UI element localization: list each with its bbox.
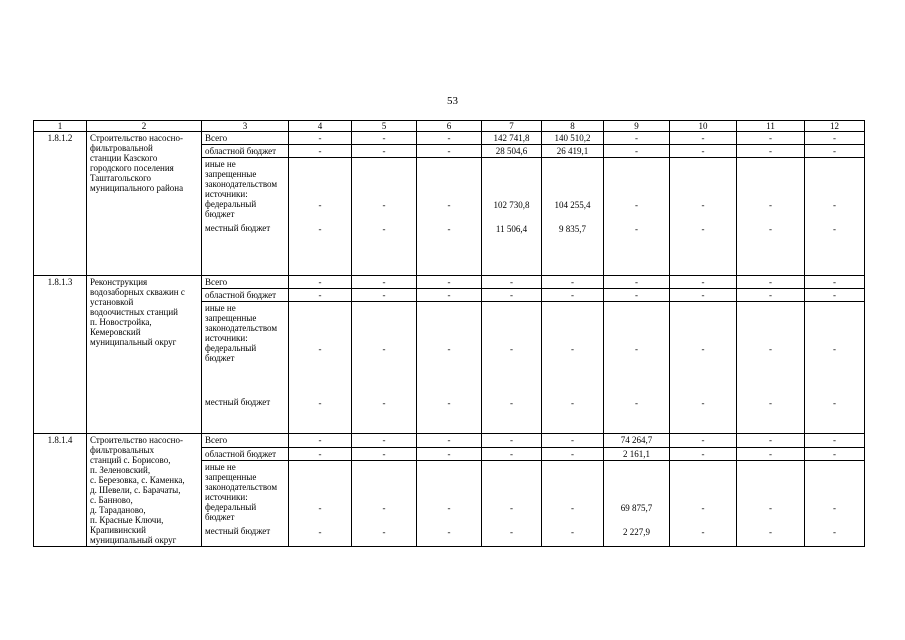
value-cell-total: - (482, 434, 542, 448)
value-cell-other (542, 461, 604, 547)
row-name-line: станций с. Борисово, (90, 455, 171, 465)
row-name-line: п. Красные Ключи, (90, 515, 164, 525)
row-name (87, 132, 202, 276)
row-name-line: муниципальный округ (90, 337, 177, 347)
value-cell-total: - (417, 132, 482, 145)
local-value: - (447, 398, 451, 408)
local-value: - (833, 527, 836, 537)
federal-value: - (769, 344, 772, 354)
header-cell: 6 (417, 121, 482, 132)
value-cell-total: - (289, 276, 352, 289)
value-cell-other (737, 461, 805, 547)
federal-label-line: бюджет (205, 209, 235, 219)
federal-value: 104 255,4 (554, 200, 591, 210)
value-cell-regional: - (352, 447, 417, 461)
row-name-line: с. Банново, (90, 495, 133, 505)
local-value: - (382, 398, 386, 408)
value-cell-total: - (352, 132, 417, 145)
local-value: - (318, 224, 322, 234)
source-label-total: Всего (202, 132, 289, 145)
row-name-line: п. Новостройка, (90, 317, 152, 327)
value-cell-total: 142 741,8 (482, 132, 542, 145)
header-cell: 11 (737, 121, 805, 132)
value-cell-regional: - (352, 289, 417, 302)
value-cell-other (604, 158, 670, 276)
local-value: 9 835,7 (559, 224, 586, 234)
row-code (34, 434, 87, 547)
federal-value: - (318, 503, 322, 513)
value-cell-total: - (482, 276, 542, 289)
row-name-line: фильтровальных (90, 445, 155, 455)
header-cell: 7 (482, 121, 542, 132)
local-value: - (701, 398, 705, 408)
value-cell-total: - (542, 276, 604, 289)
value-cell-other (670, 461, 737, 547)
source-label-regional: областной бюджет (202, 447, 289, 461)
value-cell-total: - (670, 132, 737, 145)
value-cell-other (604, 302, 670, 434)
value-cell-other (482, 461, 542, 547)
value-cell-total: - (805, 434, 865, 448)
value-cell-total: - (289, 434, 352, 448)
value-cell-regional: - (482, 289, 542, 302)
federal-label-line: федеральный (205, 502, 257, 512)
federal-value: - (769, 200, 772, 210)
value-cell-regional: - (352, 145, 417, 158)
row-name-line: муниципальный округ (90, 535, 177, 545)
row-code-text: 1.8.1.3 (47, 277, 73, 287)
value-cell-total: 140 510,2 (542, 132, 604, 145)
federal-value: - (510, 503, 513, 513)
row-name-line: водоочистных станций (90, 307, 178, 317)
other-sources-line: законодательством (205, 323, 278, 333)
local-value: 11 506,4 (495, 224, 528, 234)
local-value: 2 227,9 (623, 527, 650, 537)
value-cell-other (805, 158, 865, 276)
value-cell-total: - (737, 276, 805, 289)
value-cell-other (352, 302, 417, 434)
row-name-line: Строительство насосно- (90, 435, 183, 445)
federal-value: - (571, 344, 574, 354)
value-cell-regional: - (482, 447, 542, 461)
local-value: - (635, 398, 638, 408)
value-cell-other (289, 158, 352, 276)
federal-value: - (318, 200, 322, 210)
federal-value: - (769, 503, 772, 513)
value-cell-other (737, 158, 805, 276)
header-cell: 5 (352, 121, 417, 132)
local-value: - (701, 224, 705, 234)
value-cell-regional: 28 504,6 (482, 145, 542, 158)
other-sources-line: источники: (205, 333, 248, 343)
local-value: - (769, 224, 772, 234)
header-cell: 10 (670, 121, 737, 132)
federal-value: - (635, 200, 638, 210)
row-name-line: станции Казского (90, 153, 158, 163)
value-cell-regional: - (542, 289, 604, 302)
federal-value: - (833, 344, 836, 354)
value-cell-other (417, 461, 482, 547)
federal-label-line: бюджет (205, 353, 235, 363)
value-cell-regional: - (289, 289, 352, 302)
federal-value: - (571, 503, 574, 513)
source-label-regional: областной бюджет (202, 145, 289, 158)
value-cell-regional: 26 419,1 (542, 145, 604, 158)
local-value: - (833, 224, 836, 234)
federal-label-line: бюджет (205, 512, 235, 522)
local-budget-label: местный бюджет (205, 526, 271, 536)
other-sources-line: запрещенные (205, 472, 257, 482)
local-value: - (769, 527, 772, 537)
row-name-line: установкой (90, 297, 134, 307)
value-cell-total: - (417, 434, 482, 448)
header-cell: 8 (542, 121, 604, 132)
federal-value: 102 730,8 (493, 200, 530, 210)
value-cell-other (352, 158, 417, 276)
value-cell-total: - (737, 434, 805, 448)
local-budget-label: местный бюджет (205, 397, 271, 407)
row-name-line: городского поселения (90, 163, 174, 173)
value-cell-regional: - (417, 447, 482, 461)
other-sources-line: источники: (205, 189, 248, 199)
value-cell-other (805, 302, 865, 434)
value-cell-regional: - (737, 289, 805, 302)
value-cell-other (670, 158, 737, 276)
value-cell-other (289, 302, 352, 434)
value-cell-total: - (352, 276, 417, 289)
value-cell-regional: - (604, 289, 670, 302)
local-value: - (769, 398, 772, 408)
local-value: - (318, 398, 322, 408)
local-value: - (510, 527, 513, 537)
row-code-text: 1.8.1.2 (47, 133, 73, 143)
source-label-other (202, 158, 289, 276)
value-cell-total: - (604, 132, 670, 145)
value-cell-regional: - (417, 145, 482, 158)
other-sources-line: иные не (205, 462, 236, 472)
row-name-line: Таштагольского (90, 173, 152, 183)
header-cell: 12 (805, 121, 865, 132)
row-code-text: 1.8.1.4 (47, 435, 73, 445)
value-cell-regional: 2 161,1 (604, 447, 670, 461)
value-cell-total: - (805, 132, 865, 145)
row-name-line: п. Зеленовский, (90, 465, 151, 475)
financing-table (33, 120, 865, 547)
value-cell-regional: - (417, 289, 482, 302)
row-name-line: фильтровальной (90, 143, 153, 153)
federal-value: - (833, 503, 836, 513)
federal-value: - (447, 200, 451, 210)
federal-value: - (318, 344, 322, 354)
value-cell-other (417, 158, 482, 276)
federal-value: - (447, 344, 451, 354)
local-budget-label: местный бюджет (205, 223, 271, 233)
value-cell-regional: - (670, 447, 737, 461)
row-name-line: д. Шевели, с. Барачаты, (90, 485, 181, 495)
row-name-line: Кемеровский (90, 327, 141, 337)
row-code (34, 132, 87, 276)
local-value: - (571, 527, 574, 537)
federal-label-line: федеральный (205, 343, 257, 353)
other-sources-line: законодательством (205, 179, 278, 189)
header-cell: 1 (34, 121, 87, 132)
federal-value: - (382, 503, 386, 513)
other-sources-line: иные не (205, 303, 236, 313)
header-cell: 4 (289, 121, 352, 132)
value-cell-total: - (737, 132, 805, 145)
value-cell-regional: - (737, 145, 805, 158)
value-cell-regional: - (805, 145, 865, 158)
other-sources-line: источники: (205, 492, 248, 502)
row-name-line: Строительство насосно- (90, 133, 183, 143)
value-cell-regional: - (604, 145, 670, 158)
value-cell-other (670, 302, 737, 434)
source-label-other (202, 302, 289, 434)
value-cell-other (542, 302, 604, 434)
other-sources-line: запрещенные (205, 313, 257, 323)
value-cell-regional: - (289, 447, 352, 461)
source-label-total: Всего (202, 434, 289, 448)
value-cell-total: - (352, 434, 417, 448)
federal-value: - (447, 503, 451, 513)
value-cell-other (482, 302, 542, 434)
row-name-line: муниципального района (90, 183, 184, 193)
page-number: 53 (447, 95, 458, 107)
header-row (34, 121, 865, 132)
value-cell-total: - (670, 276, 737, 289)
value-cell-other (352, 461, 417, 547)
value-cell-regional: - (805, 289, 865, 302)
federal-value: - (635, 344, 638, 354)
local-value: - (701, 527, 705, 537)
local-value: - (571, 398, 574, 408)
federal-value: - (701, 344, 705, 354)
local-value: - (318, 527, 322, 537)
federal-value: - (701, 200, 705, 210)
value-cell-other (542, 158, 604, 276)
federal-value: - (701, 503, 705, 513)
value-cell-total: - (289, 132, 352, 145)
value-cell-regional: - (737, 447, 805, 461)
value-cell-total: 74 264,7 (604, 434, 670, 448)
value-cell-other (604, 461, 670, 547)
row-name-line: д. Тараданово, (90, 505, 146, 515)
other-sources-line: иные не (205, 159, 236, 169)
table-row (34, 132, 865, 145)
header-cell: 9 (604, 121, 670, 132)
value-cell-total: - (417, 276, 482, 289)
value-cell-total: - (604, 276, 670, 289)
federal-value: - (833, 200, 836, 210)
other-sources-line: законодательством (205, 482, 278, 492)
source-label-other (202, 461, 289, 547)
federal-value: - (510, 344, 513, 354)
row-name (87, 434, 202, 547)
row-name-line: Реконструкция (90, 277, 148, 287)
value-cell-total: - (542, 434, 604, 448)
value-cell-regional: - (542, 447, 604, 461)
federal-label-line: федеральный (205, 199, 257, 209)
other-sources-line: запрещенные (205, 169, 257, 179)
value-cell-other (417, 302, 482, 434)
value-cell-total: - (670, 434, 737, 448)
table-row (34, 276, 865, 289)
federal-value: - (382, 200, 386, 210)
local-value: - (635, 224, 638, 234)
row-code (34, 276, 87, 434)
local-value: - (447, 224, 451, 234)
value-cell-regional: - (670, 145, 737, 158)
local-value: - (382, 224, 386, 234)
federal-value: - (382, 344, 386, 354)
row-name-line: водозаборных скважин с (90, 287, 185, 297)
local-value: - (510, 398, 513, 408)
table-row (34, 434, 865, 448)
federal-value: 69 875,7 (620, 503, 653, 513)
value-cell-other (805, 461, 865, 547)
local-value: - (447, 527, 451, 537)
value-cell-total: - (805, 276, 865, 289)
value-cell-other (482, 158, 542, 276)
local-value: - (382, 527, 386, 537)
value-cell-regional: - (670, 289, 737, 302)
source-label-total: Всего (202, 276, 289, 289)
value-cell-regional: - (289, 145, 352, 158)
header-cell: 3 (202, 121, 289, 132)
value-cell-regional: - (805, 447, 865, 461)
value-cell-other (737, 302, 805, 434)
row-name-line: с. Березовка, с. Каменка, (90, 475, 185, 485)
source-label-regional: областной бюджет (202, 289, 289, 302)
value-cell-other (289, 461, 352, 547)
row-name (87, 276, 202, 434)
header-cell: 2 (87, 121, 202, 132)
row-name-line: Крапивинский (90, 525, 146, 535)
local-value: - (833, 398, 836, 408)
